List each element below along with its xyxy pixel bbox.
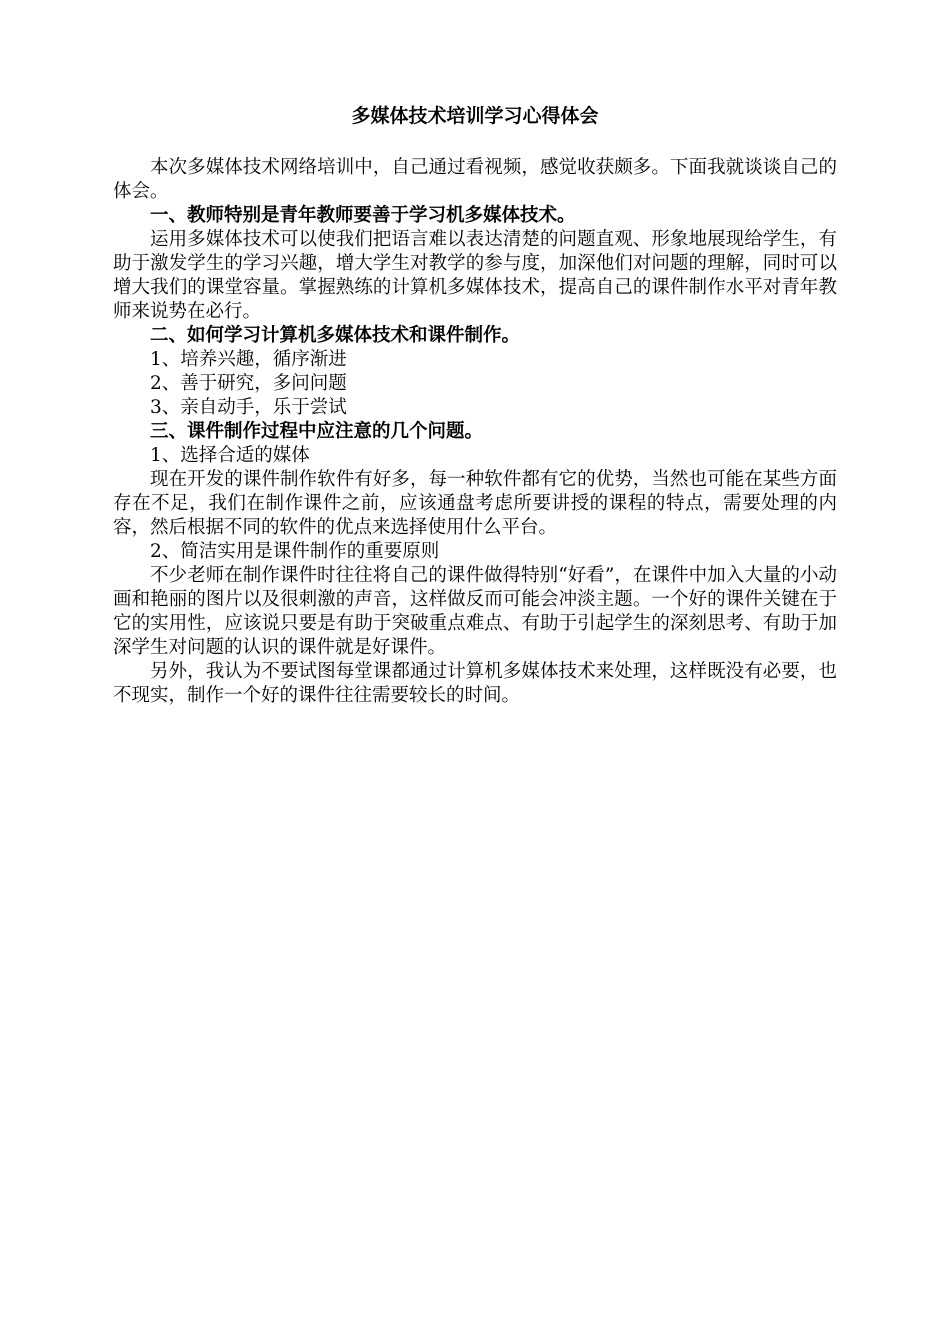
paragraph-intro: 本次多媒体技术网络培训中，自己通过看视频，感觉收获颇多。下面我就谈谈自己的体会。 [113, 157, 837, 202]
paragraph-media-choice: 现在开发的课件制作软件有好多，每一种软件都有它的优势，当然也可能在某些方面存在不足，我们在制作课件之前，应该通盘考虑所要讲授的课程的特点，需要处理的内容，然后根据不同的软件的优点来选择使用什么平台。 [113, 469, 837, 538]
heading-section-2: 二、如何学习计算机多媒体技术和课件制作。 [150, 325, 521, 346]
heading-section-1: 一、教师特别是青年教师要善于学习机多媒体技术。 [150, 205, 576, 226]
subheading-item-2: 2、简洁实用是课件制作的重要原则 [150, 541, 440, 562]
list-item: 2、善于研究，多问问题 [150, 373, 347, 394]
document-title: 多媒体技术培训学习心得体会 [351, 105, 599, 127]
paragraph-conclusion: 另外，我认为不要试图每堂课都通过计算机多媒体技术来处理，这样既没有必要，也不现实，制作一个好的课件往往需要较长的时间。 [113, 661, 837, 706]
paragraph-section-1: 运用多媒体技术可以使我们把语言难以表达清楚的问题直观、形象地展现给学生，有助于激发学生的学习兴趣，增大学生对教学的参与度，加深他们对问题的理解，同时可以增大我们的课堂容量。掌握熟练的计算机多媒体技术，提高自己的课件制作水平对青年教师来说势在必行。 [113, 229, 837, 322]
heading-section-3: 三、课件制作过程中应注意的几个问题。 [150, 421, 484, 442]
list-item: 3、亲自动手，乐于尝试 [150, 397, 347, 418]
paragraph-simplicity: 不少老师在制作课件时往往将自己的课件做得特别“好看”，在课件中加入大量的小动画和艳丽的图片以及很刺激的声音，这样做反而可能会冲淡主题。一个好的课件关键在于它的实用性，应该说只要是有助于突破重点难点、有助于引起学生的深刻思考、有助于加深学生对问题的认识的课件就是好课件。 [113, 565, 837, 658]
subheading-item-1: 1、选择合适的媒体 [150, 445, 310, 466]
document-page [113, 104, 837, 708]
list-item: 1、培养兴趣，循序渐进 [150, 349, 347, 370]
